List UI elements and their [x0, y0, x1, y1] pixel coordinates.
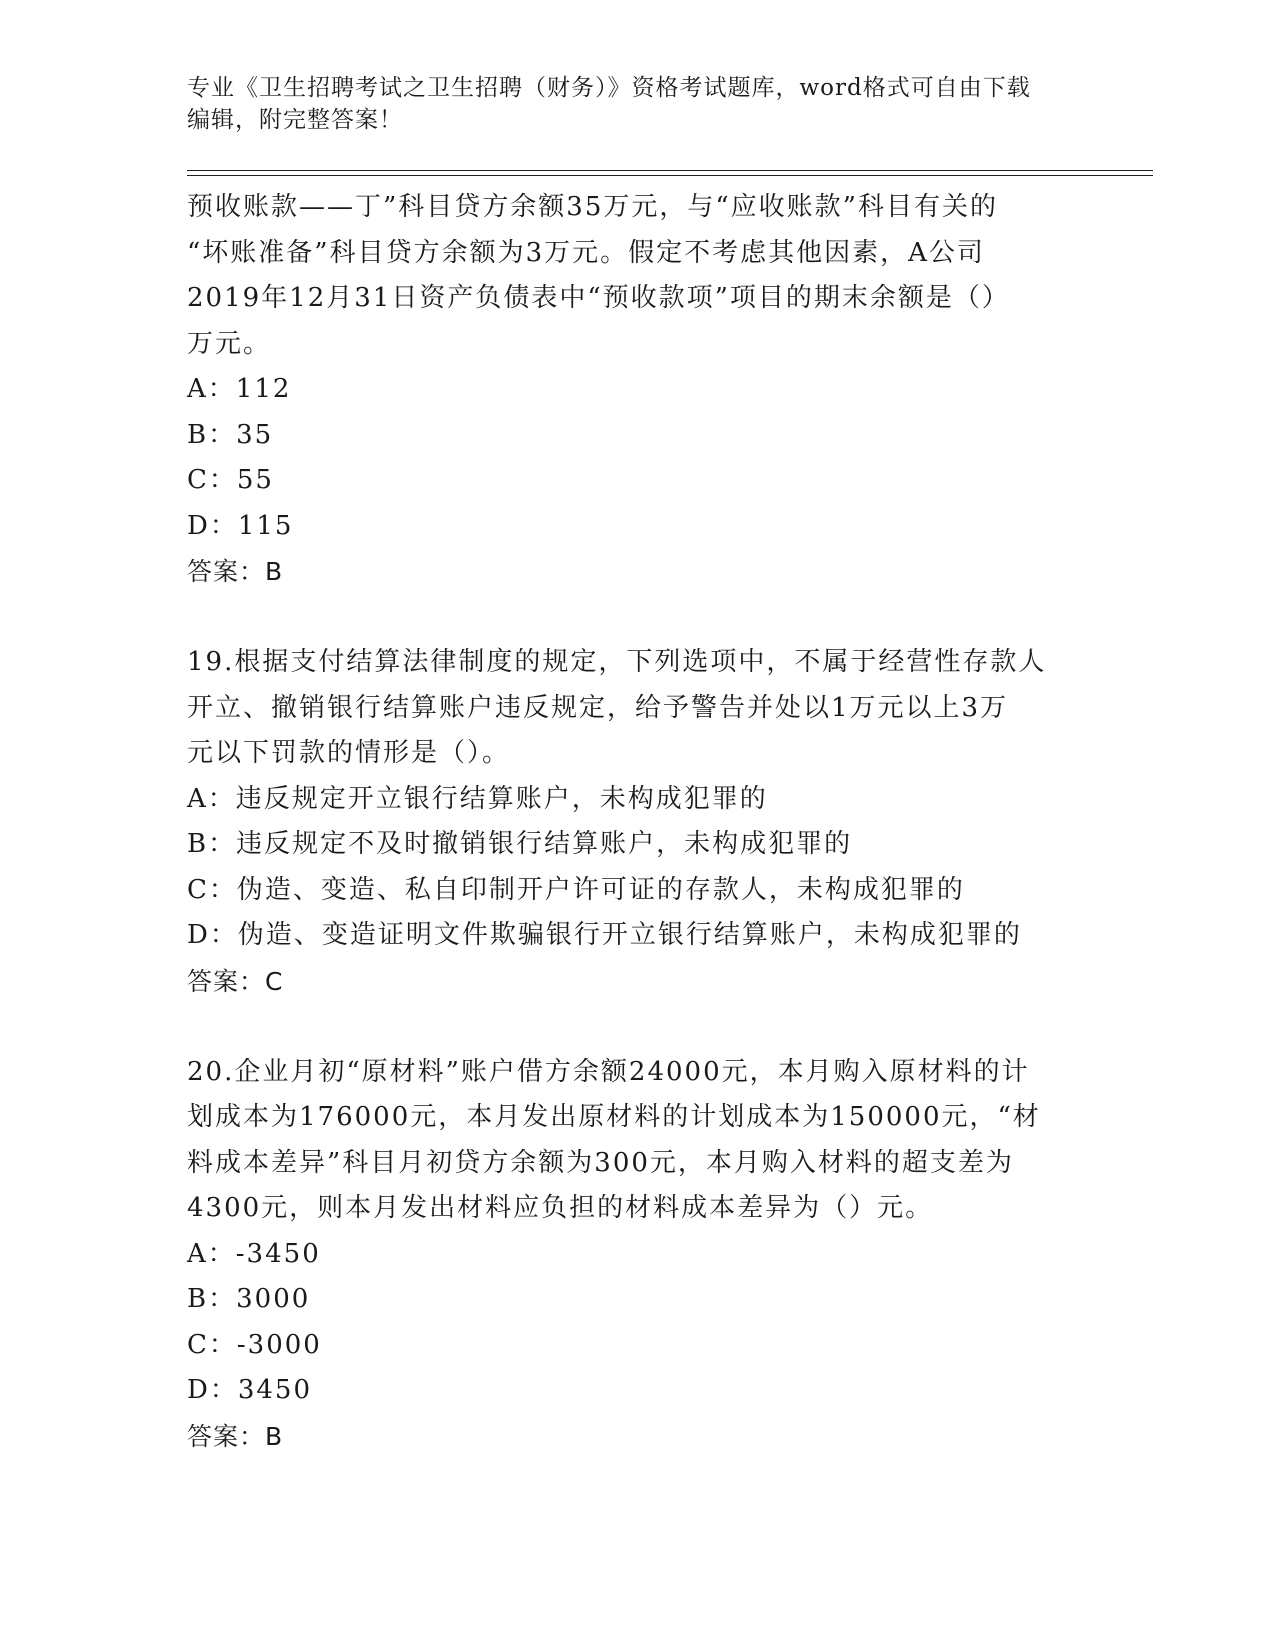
- option-a: A：112: [187, 374, 292, 404]
- question-text-line: “坏账准备”科目贷方余额为3万元。假定不考虑其他因素，A公司: [187, 237, 985, 268]
- header-line-1: 专业《卫生招聘考试之卫生招聘（财务）》资格考试题库，word格式可自由下载: [187, 75, 1031, 101]
- option-d: D：115: [187, 510, 294, 541]
- answer-line: 答案：B: [187, 1421, 284, 1451]
- option-b: B：35: [187, 419, 274, 450]
- option-b: B：3000: [187, 1284, 311, 1314]
- question-text-line: 4300元，则本月发出材料应负担的材料成本差异为（）元。: [187, 1193, 934, 1223]
- question-text-line: 20.企业月初“原材料”账户借方余额24000元，本月购入原材料的计: [187, 1056, 1030, 1087]
- question-content: [187, 185, 1087, 1459]
- option-c: C：55: [187, 465, 274, 495]
- question-text-line: 元以下罚款的情形是（）。: [187, 738, 511, 768]
- question-text-line: 19.根据支付结算法律制度的规定，下列选项中，不属于经营性存款人: [187, 647, 1047, 677]
- question-text-line: 料成本差异”科目月初贷方余额为300元，本月购入材料的超支差为: [187, 1147, 1014, 1178]
- header-rule-bottom: [187, 175, 1153, 176]
- header-rule-top: [187, 170, 1153, 171]
- question-text-line: 万元。: [187, 328, 272, 359]
- answer-line: 答案：B: [187, 557, 284, 586]
- header-line-2: 编辑，附完整答案！: [187, 107, 403, 133]
- answer-line: 答案：C: [187, 966, 284, 996]
- question-text-line: 预收账款——丁”科目贷方余额35万元，与“应收账款”科目有关的: [187, 192, 998, 222]
- option-d: D：3450: [187, 1375, 313, 1405]
- question-text-line: 开立、撤销银行结算账户违反规定，给予警告并处以1万元以上3万: [187, 692, 1009, 723]
- question-text-line: 2019年12月31日资产负债表中“预收款项”项目的期末余额是（）: [187, 283, 1010, 313]
- option-b: B：违反规定不及时撤销银行结算账户，未构成犯罪的: [187, 829, 853, 859]
- document-header: [187, 72, 1067, 136]
- question-20: [187, 1050, 1087, 1460]
- question-19: [187, 640, 1087, 1004]
- option-c: C：-3000: [187, 1329, 322, 1360]
- question-text-line: 划成本为176000元，本月发出原材料的计划成本为150000元，“材: [187, 1102, 1041, 1132]
- option-c: C：伪造、变造、私自印制开户许可证的存款人，未构成犯罪的: [187, 874, 965, 905]
- option-d: D：伪造、变造证明文件欺骗银行开立银行结算账户，未构成犯罪的: [187, 920, 1022, 950]
- option-a: A：违反规定开立银行结算账户，未构成犯罪的: [187, 783, 768, 814]
- question-18-continued: [187, 185, 1087, 595]
- option-a: A：-3450: [187, 1238, 321, 1269]
